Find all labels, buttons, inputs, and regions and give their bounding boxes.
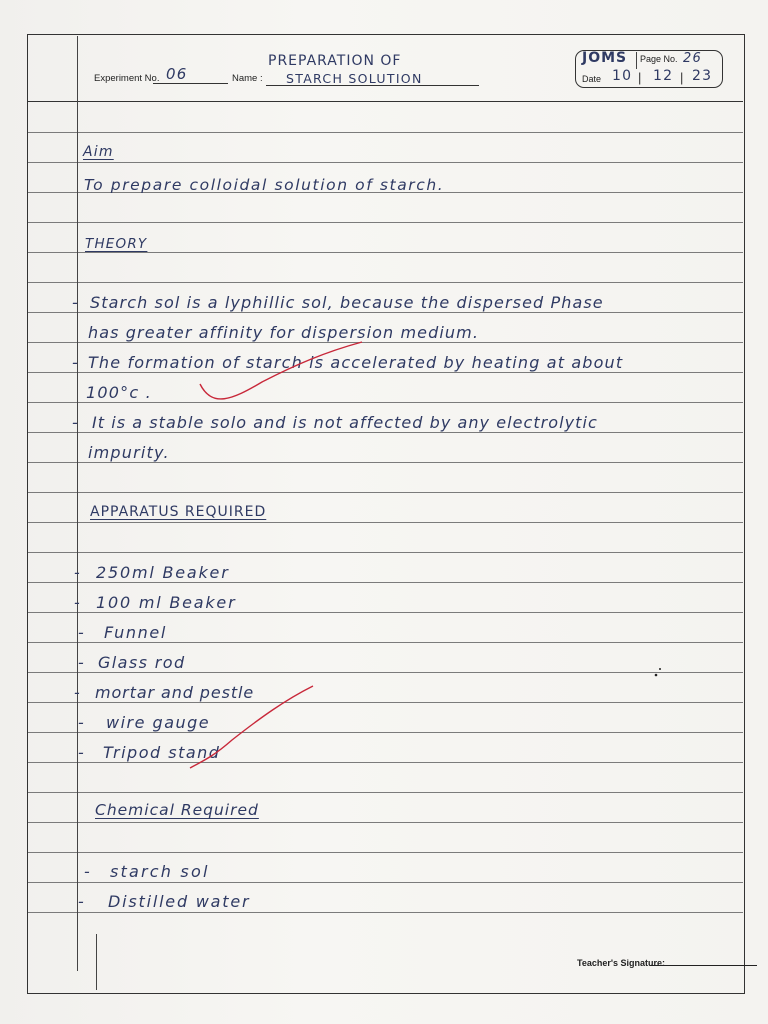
theory-line-5: It is a stable solo and is not affected by any electrolytic <box>92 413 598 432</box>
date-separator-2: | <box>680 70 684 85</box>
apparatus-heading: APPARATUS REQUIRED <box>90 504 267 520</box>
bullet-dash: - <box>84 862 91 881</box>
red-check-mark-theory <box>200 342 362 399</box>
theory-heading: THEORY <box>85 236 148 252</box>
bullet-dash: - <box>78 623 85 642</box>
bullet-dash: - <box>78 892 85 911</box>
bullet-dash: - <box>78 653 85 672</box>
ink-dot <box>659 668 661 670</box>
page-no-label: Page No. <box>640 54 678 64</box>
theory-line-6: impurity. <box>88 443 170 462</box>
chemical-item-1: starch sol <box>110 862 210 881</box>
experiment-number: 06 <box>166 65 188 83</box>
apparatus-item-4: Glass rod <box>98 653 186 672</box>
apparatus-item-2: 100 ml Beaker <box>96 593 237 612</box>
date-year: 23 <box>692 68 713 84</box>
apparatus-item-7: Tripod stand <box>103 743 221 762</box>
theory-line-1: Starch sol is a lyphillic sol, because the dispersed Phase <box>90 293 604 312</box>
page-number: 26 <box>683 51 702 66</box>
aim-text: To prepare colloidal solution of starch. <box>84 176 445 194</box>
title-line-2: STARCH SOLUTION <box>286 71 423 86</box>
bullet-dash: - <box>78 713 85 732</box>
journal-code: JOMS <box>582 50 628 66</box>
chemical-heading: Chemical Required <box>95 801 259 819</box>
red-check-mark-apparatus <box>190 686 313 768</box>
theory-line-3: The formation of starch is accelerated by heating at about <box>88 353 624 372</box>
apparatus-item-5: mortar and pestle <box>95 683 255 702</box>
bullet-dash: - <box>72 293 79 312</box>
bullet-dash: - <box>74 683 81 702</box>
apparatus-item-3: Funnel <box>104 623 167 642</box>
theory-line-4: 100°c . <box>86 383 152 402</box>
bullet-dash: - <box>74 593 81 612</box>
theory-line-2: has greater affinity for dispersion medium. <box>88 323 480 342</box>
bullet-dash: - <box>78 743 85 762</box>
apparatus-item-1: 250ml Beaker <box>96 563 230 582</box>
bullet-dash: - <box>74 563 81 582</box>
date-label: Date <box>582 74 602 84</box>
experiment-label: Experiment No. <box>94 73 160 84</box>
bullet-dash: - <box>72 353 79 372</box>
title-line-1: PREPARATION OF <box>268 53 402 69</box>
apparatus-item-6: wire gauge <box>106 713 211 732</box>
date-separator-1: | <box>638 70 642 85</box>
ink-dot <box>655 674 658 677</box>
chemical-item-2: Distilled water <box>108 892 251 911</box>
bullet-dash: - <box>72 413 79 432</box>
aim-heading: Aim <box>83 144 114 160</box>
name-label: Name : <box>232 73 263 84</box>
signature-label: Teacher's Signature: <box>577 958 666 968</box>
date-month: 12 <box>653 68 674 84</box>
date-day: 10 <box>612 68 633 84</box>
